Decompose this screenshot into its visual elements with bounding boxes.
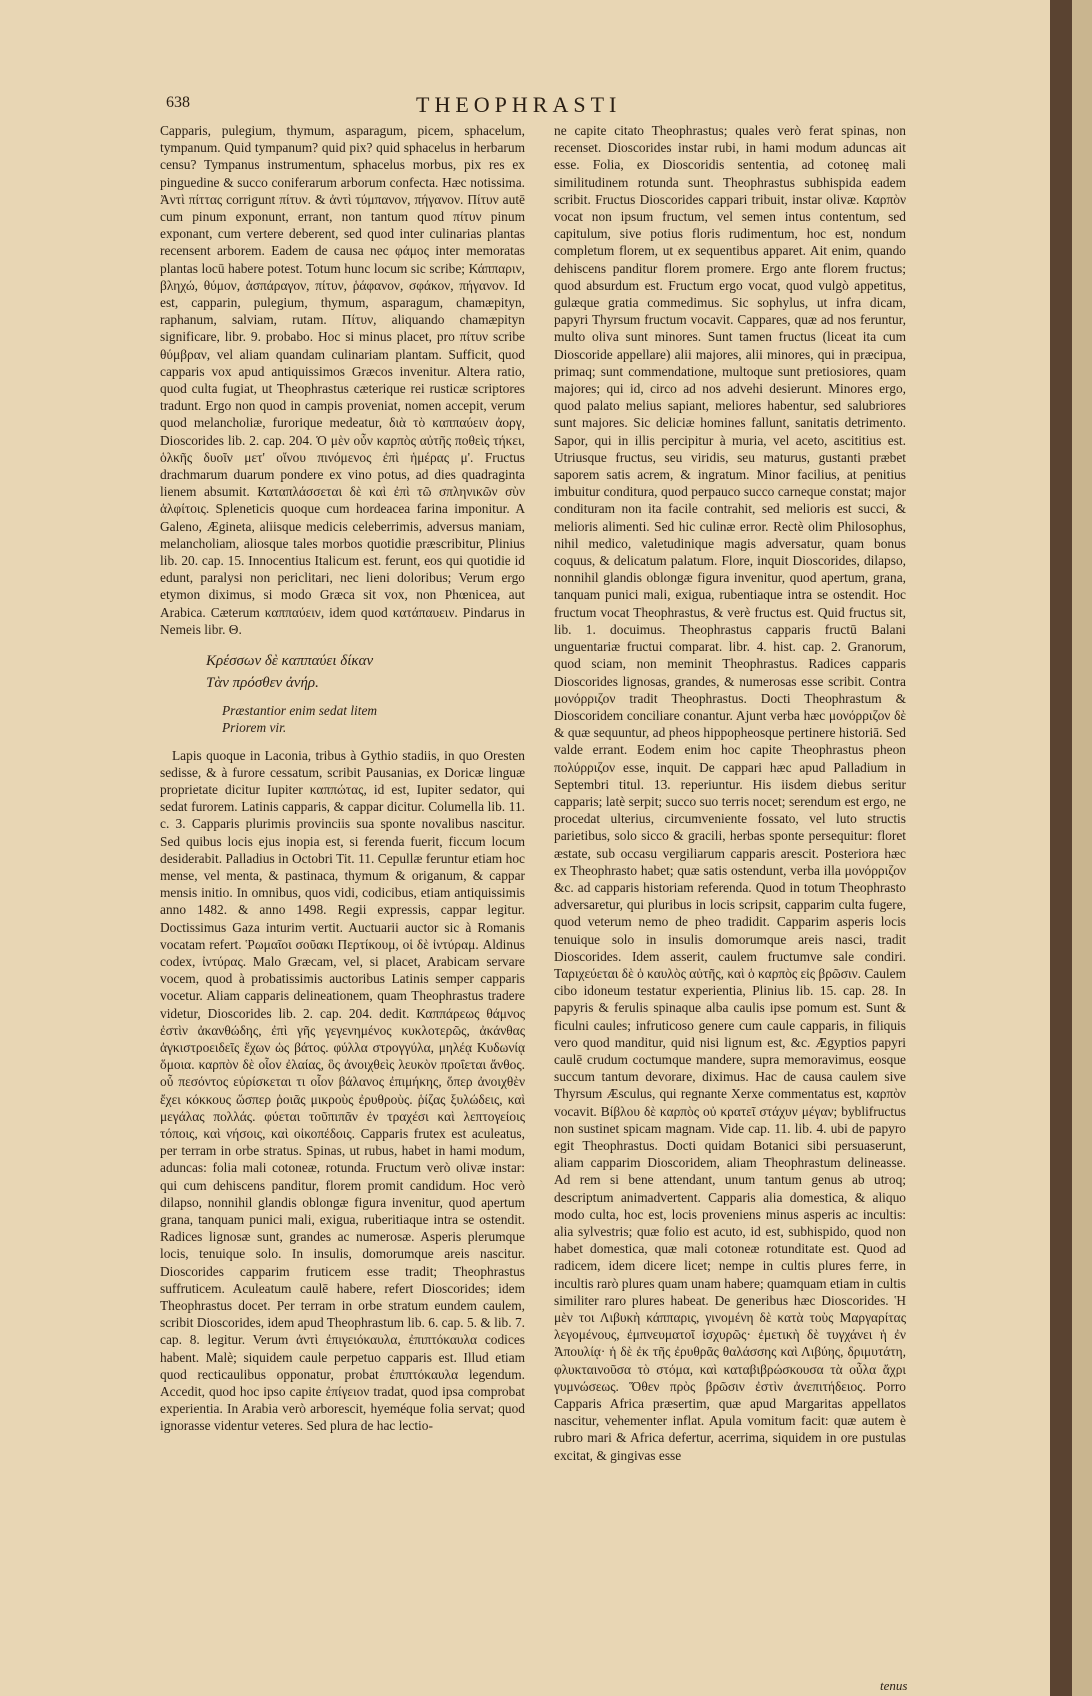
- verse-translation-line-1: Præstantior enim sedat litem: [222, 703, 378, 719]
- page-number: 638: [166, 94, 190, 111]
- next-page-edge: [1072, 0, 1092, 1696]
- left-column: [160, 122, 525, 1435]
- left-paragraph-1: Capparis, pulegium, thymum, asparagum, picem, sphacelum, tympanum. Quid tympanum? quid pix? quid sphacelus in herbarum censu? Tympanus instrumentum, sphacelus morbus, pix res ex pinguedine & succo coniferarum arborum confecta. Hæc notissima. Ἀντὶ πίττας corrigunt πίτυν. & ἀντὶ τύμπανον, πήγανον. Πίτυν autē cum pinum exponunt, errant, non tantum quod πίτυν pinum exponant, cum vertere deberent, sed quod inter culinarias plantas recensent arborem. Eadem de causa nec φάμος inter memoratas plantas locū habere potest. Totum hunc locum sic scribe; Κάππαριν, βληχώ, θύμον, ἀσπάραγον, πίτυν, ῥάφανον, σφάκον, πήγανον. Id est, capparin, pulegium, thymum, asparagum, chamæpityn, raphanum, salviam, rutam. Πίτυν, aliquando chamæpityn significare, libr. 9. probabo. Hoc si minus placet, pro πίτυν scribe θύμβραν, vel aliam quandam culinariam plantam. Sufficit, quod capparis vox apud antiquissimos Græcos invenitur. Altera ratio, quod culta fugiat, ut Theophrastus cæterique rei rusticæ scriptores tradunt. Ergo non quod in campis proveniat, nomen accepit, verum quod melancholiæ, furorique medeatur, διὰ τὸ καππαύειν ἀοργ, Dioscorides lib. 2. cap. 204. Ὁ μὲν οὖν καρπὸς αὐτῆς ποθεὶς τήκει, ὁλκῆς δυοῖν μετ' οἴνου πινόμενος ἐπὶ ἡμέρας μ'. Fructus drachmarum duarum pondere ex vino potus, ad dies quadraginta lienem absumit. Καταπλάσσεται δὲ καὶ ἐπὶ τῶ σπληνικῶν σὺν ἀλφίτοις. Spleneticis quoque cum hordeacea farina imponitur. A Galeno, Æginetа, aliisque medicis celeberrimis, adversus maniam, melancholiam, aliosque tales morbos quotidie præscribitur, Plinius lib. 20. cap. 15. Innocentius Italicum est. ferunt, eos qui quotidie id edunt, paralysi non periclitari, nec lieni doloribus; Verum ergo etymon diximus, si modo Græca sit vox, non Phœnicea, aut Arabica. Cæterum καππαύειν, idem quod κατάπαυειν. Pindarus in Nemeis libr. Θ.: [160, 123, 525, 637]
- verse-translation-line-2: Priorem vir.: [222, 720, 287, 736]
- verse-translation: [222, 702, 525, 736]
- running-title: THEOPHRASTI: [416, 92, 622, 117]
- verse-line-1: Κρέσσων δὲ καππαύει δίκαν: [206, 653, 374, 670]
- catchword: tenus: [880, 1678, 908, 1693]
- pindar-verse: [206, 650, 525, 694]
- verse-line-2: Τὰν πρόσθεν ἀνήρ.: [206, 675, 319, 692]
- right-column: [554, 122, 906, 1464]
- left-paragraph-2: Lapis quoque in Laconia, tribus à Gythio stadiis, in quo Oresten sedisse, & à furore cessatum, scribit Pausanias, ex Doricæ linguæ proprietate dicitur Iupiter καππώτας, id est, Iupiter sedator, qui sedat furorem. Latinis capparis, & cappar dicitur. Columella lib. 11. c. 3. Capparis plurimis provinciis sua sponte novalibus nascitur. Sed quibus locis ejus inopia est, si ferenda fuerit, ficcum locum desiderabit. Palladius in Octobri Tit. 11. Cepullæ feruntur etiam hoc mense, vel menta, & pastinaca, thymum & origanum, & cappar mensis initio. In omnibus, quos vidi, codicibus, etiam antiquissimis anno 1482. & anno 1498. Regii expressis, cappar legitur. Doctissimus Gaza inturim vertit. Auctuarii auctor sic à Romanis vocatam refert. Ῥωμαῖοι σοῦακι Περτίκουμ, οἱ δὲ ἰντύραμ. Aldinus codex, ἰντύρας. Malo Græcam, vel, si placet, Arabicam servare vocem, quod à probatissimis auctoribus Latinis semper capparis vocetur. Aliam capparis delineationem, quam Theophrastus tradere videtur, Dioscorides lib. 2. cap. 204. dedit. Καππάρεως θάμνος ἐστὶν ἀκανθώδης, ἐπὶ γῆς γεγενημένος κυκλοτερῶς, ἀκάνθας ἀγκιστροειδεῖς ἔχων ὡς βάτος. φύλλα στρογγύλα, μηλέᾳ Κυδωνίᾳ ὅμοια. καρπὸν δὲ οἷον ἐλαίας, ὃς ἀνοιχθεὶς λευκὸν προΐεται ἄνθος. οὗ πεσόντος εὑρίσκεται τι οἷον βάλανος ἐπιμήκης, ὅπερ ἀνοιχθὲν ἔχει κόκκους ὥσπερ ῥοιᾶς μικροὺς ἐρυθροὺς. ῥίζας ξυλώδεις, καὶ μεγάλας πολλάς. φύεται τοῦπιπᾶν ἐν τραχέσι καὶ λεπτογείοις τόποις, καὶ νήσοις, καὶ οἰκοπέδοις. Capparis frutex est aculeatus, per terram in orbe stratus. Spinas, ut rubus, habet in hami modum, aduncas: folia mali cotoneæ, rotunda. Fructum verò olivæ instar: qui cum dehiscens panditur, florem promit candidum. Hoc verò dilapso, nonnihil glandis oblongæ figura invenitur, quod apertum grana, tanquam punici mali, exigua, ruberitiaque intra se ostendit. Radices lignosæ sunt, grandes ac numerosæ. Asperis plerumque locis, tenuique solo. In insulis, domorumque areis nascitur. Dioscorides capparim fruticem esse tradit; Theophrastus suffruticem. Aculeatum caulē habere, refert Dioscorides; idem Theophrastus docet. Per terram in orbe stratum eundem caulem, scribit Dioscorides, idem apud Theophrastum lib. 6. cap. 5. & lib. 7. cap. 8. legitur. Verum ἀντὶ ἐπιγειόκαυλα, ἐπιπτόκαυλα codices habent. Malè; siquidem caule perpetuo capparis est. Illud etiam quod recticaulibus opponatur, probat ἐπιπτόκαυλα legendum. Accedit, quod hoc ipso capite ἐπίγειον tradat, quod ipsa comprobat experientia. In Arabia verò arborescit, hyeméque folia servat; quod ignorasse videntur veteres. Sed plura de hac lectio-: [160, 747, 525, 1434]
- right-paragraph-1: ne capite citato Theophrastus; quales verò ferat spinas, non recenset. Dioscorides instar rubi, in hami modum aduncas ait esse. Folia, ex Dioscoridis sententia, ad cotoneę mali similitudinem rotunda sunt. Theophrastus subhispida eadem scribit. Fructus Dioscorides cappari tribuit, instar olivæ. Καρπὸν vocat non ipsum fructum, vel semen intus contentum, sed capitulum, sive potius floris rudimentum, hoc est, nondum completum florem, ut ex sequentibus apparet. Ait enim, quando dehiscens panditur florem promere. Ergo ante florem fructus; quod absurdum est. Fructum ergo vocat, quod vulgò appetitus, gulæque gratia commedimus. Sic sophylus, ut infra dicam, papyri Thyrsum fructum vocavit. Cappares, quæ ad nos feruntur, multo oliva sunt minores. Sunt tamen fructus (liceat ita cum Dioscoride appellare) alii majores, alii minores, qui in præcipua, primaq; sunt commendatione, multoque sunt pretiosiores, quam majores; qui id, circo ad nos advehi desierunt. Minores ergo, quod palato melius sapiant, meliores habentur, sed salubriores sunt majores. Sic deliciæ homines fallunt, sanitatis detrimento. Sapor, qui in illis percipitur à muria, vel aceto, ascititius est. Utriusque fructus, seu viridis, seu maturus, gustanti præbet saporem satis acrem, & ingratum. Minor facilius, at penitius imbuitur conditura, quod perpauco succo carneque constat; major condituram non ita facile contrahit, sed melioris est succi, & melioris alimenti. Sed hic culinæ error. Rectè olim Philosophus, nihil medico, valetudinique magis adversatur, quam bonus coquus, & delicatum palatum. Flore, inquit Dioscorides, dilapso, nonnihil glandis oblongæ figura invenitur, quod apertum, grana, tanquam punici mali, exigua, rubentiaque intra se ostendit. Hoc fructum vocat Theophrastus, & verè fructus est. Quid fructus sit, lib. 1. docuimus. Theophrastus capparis fructū Balani unguentariæ fructui comparat. libr. 4. hist. cap. 2. Granorum, quod sciam, non meminit Theophrastus. Radices capparis Dioscorides lignosas, grandes, & numerosas esse scribit. Contra μονόρριζον tradit Theophrastus. Docti Theophrastum & Dioscoridem conciliare conantur. Ajunt verba hæc μονόρριζον δὲ & quæ sequuntur, ad pheos hippopheosque pertinere historiā. Sed valde errant. Eodem enim hoc capite Theophrastus pheon πολύρριζον esse, inquit. De cappari hæc apud Palladium in Septembri titul. 13. reperiuntur. His iisdem diebus seritur capparis; latè serpit; succo suo terris nocet; serendum est ergo, ne procedat ulterius, circumveniente fossato, vel luto structis parietibus, solo sicco & gracili, herbas sponte persequitur: floret æstate, sub occasu vergiliarum capparis arescit. Posteriora hæc ex Theophrasto habet; quæ satis ostendunt, verba illa μονόρριζον &c. ad capparis historiam referenda. Quod in totum Theophrasto adversaretur, qui pluribus in locis scripsit, capparim culta fugere, quod veterum nemo de pheo tradidit. Capparim asperis locis tenuique solo in insulis domorumque areis nasci, tradit Dioscorides. Idem asserit, caulem fructumve sale condiri. Ταριχεύεται δὲ ὁ καυλὸς αὐτῆς, καὶ ὁ καρπὸς εἰς βρῶσιν. Caulem cibo idoneum testatur experientia, Plinius lib. 15. cap. 28. In papyris & ferulis spinaque alba caulis ipse pomum est. Sunt & ficulni caules; infruticoso genere cum caule capparis, in filiquis vero quod manditur, quid nisi lignum est, &c. Ægyptios papyri caulē crudum coctumque mandere, supra memoravimus, eosque succum tantum devorare, diximus. Hac de causa caulem sive Thyrsum Æsculus, qui regnante Xerxe commentatus est, καρπὸν vocavit. Βίβλου δὲ καρπὸς οὐ κρατεῖ στάχυν μέγαν; byblifructus non sustinet spicam magnam. Vide cap. 11. lib. 4. ubi de papyro egit Theophrastus. Docti quidam Botanici sibi persuaserunt, aliam capparim Dioscoridem, aliam Theophrastum delineasse. Ad rem si bene attendant, unum tantum genus ab utroq; descriptum animadvertent. Capparis alia domestica, & aliquo modo culta, hoc est, locis proveniens minus asperis ac incultis: alia sylvestris; quæ folio est acuto, id est, subhispido, quod non habet domestica, quæ mali cotoneæ rotunditate est. Quod ad radicem, idem dicere licet; nempe in cultis plures ferre, in incultis rarò plures quam unam habere; quamquam etiam in cultis similiter raro plures habeat. De generibus hæc Dioscorides. Ἡ μὲν τοι Λιβυκὴ κάππαρις, γινομένη δὲ κατὰ τοὺς Μαργαρίτας λεγομένους, ἐμπνευματοῖ ἰσχυρῶς· ἐμετικὴ δὲ τυγχάνει ἡ ἐν Ἀπουλίᾳ· ἡ δὲ ἐκ τῆς ἐρυθρᾶς θαλάσσης καὶ Λιβύης, δριμυτάτη, φλυκταινοῦσα τὸ στόμα, καὶ καταβιβρώσκουσα τὰ οὖλα ἄχρι γυμνώσεως. Ὅθεν πρὸς βρῶσιν ἐστὶν ἀνεπιτήδειος. Porro Capparis Africa præsertim, quæ apud Margaritas appellatos nascitur, vehementer inflat. Apula vomitum facit: quæ autem è rubro mari & Africa defertur, acerrima, siquidem in ore pustulas excitat, & gingivas esse: [554, 123, 906, 1463]
- page-header: [166, 92, 1016, 120]
